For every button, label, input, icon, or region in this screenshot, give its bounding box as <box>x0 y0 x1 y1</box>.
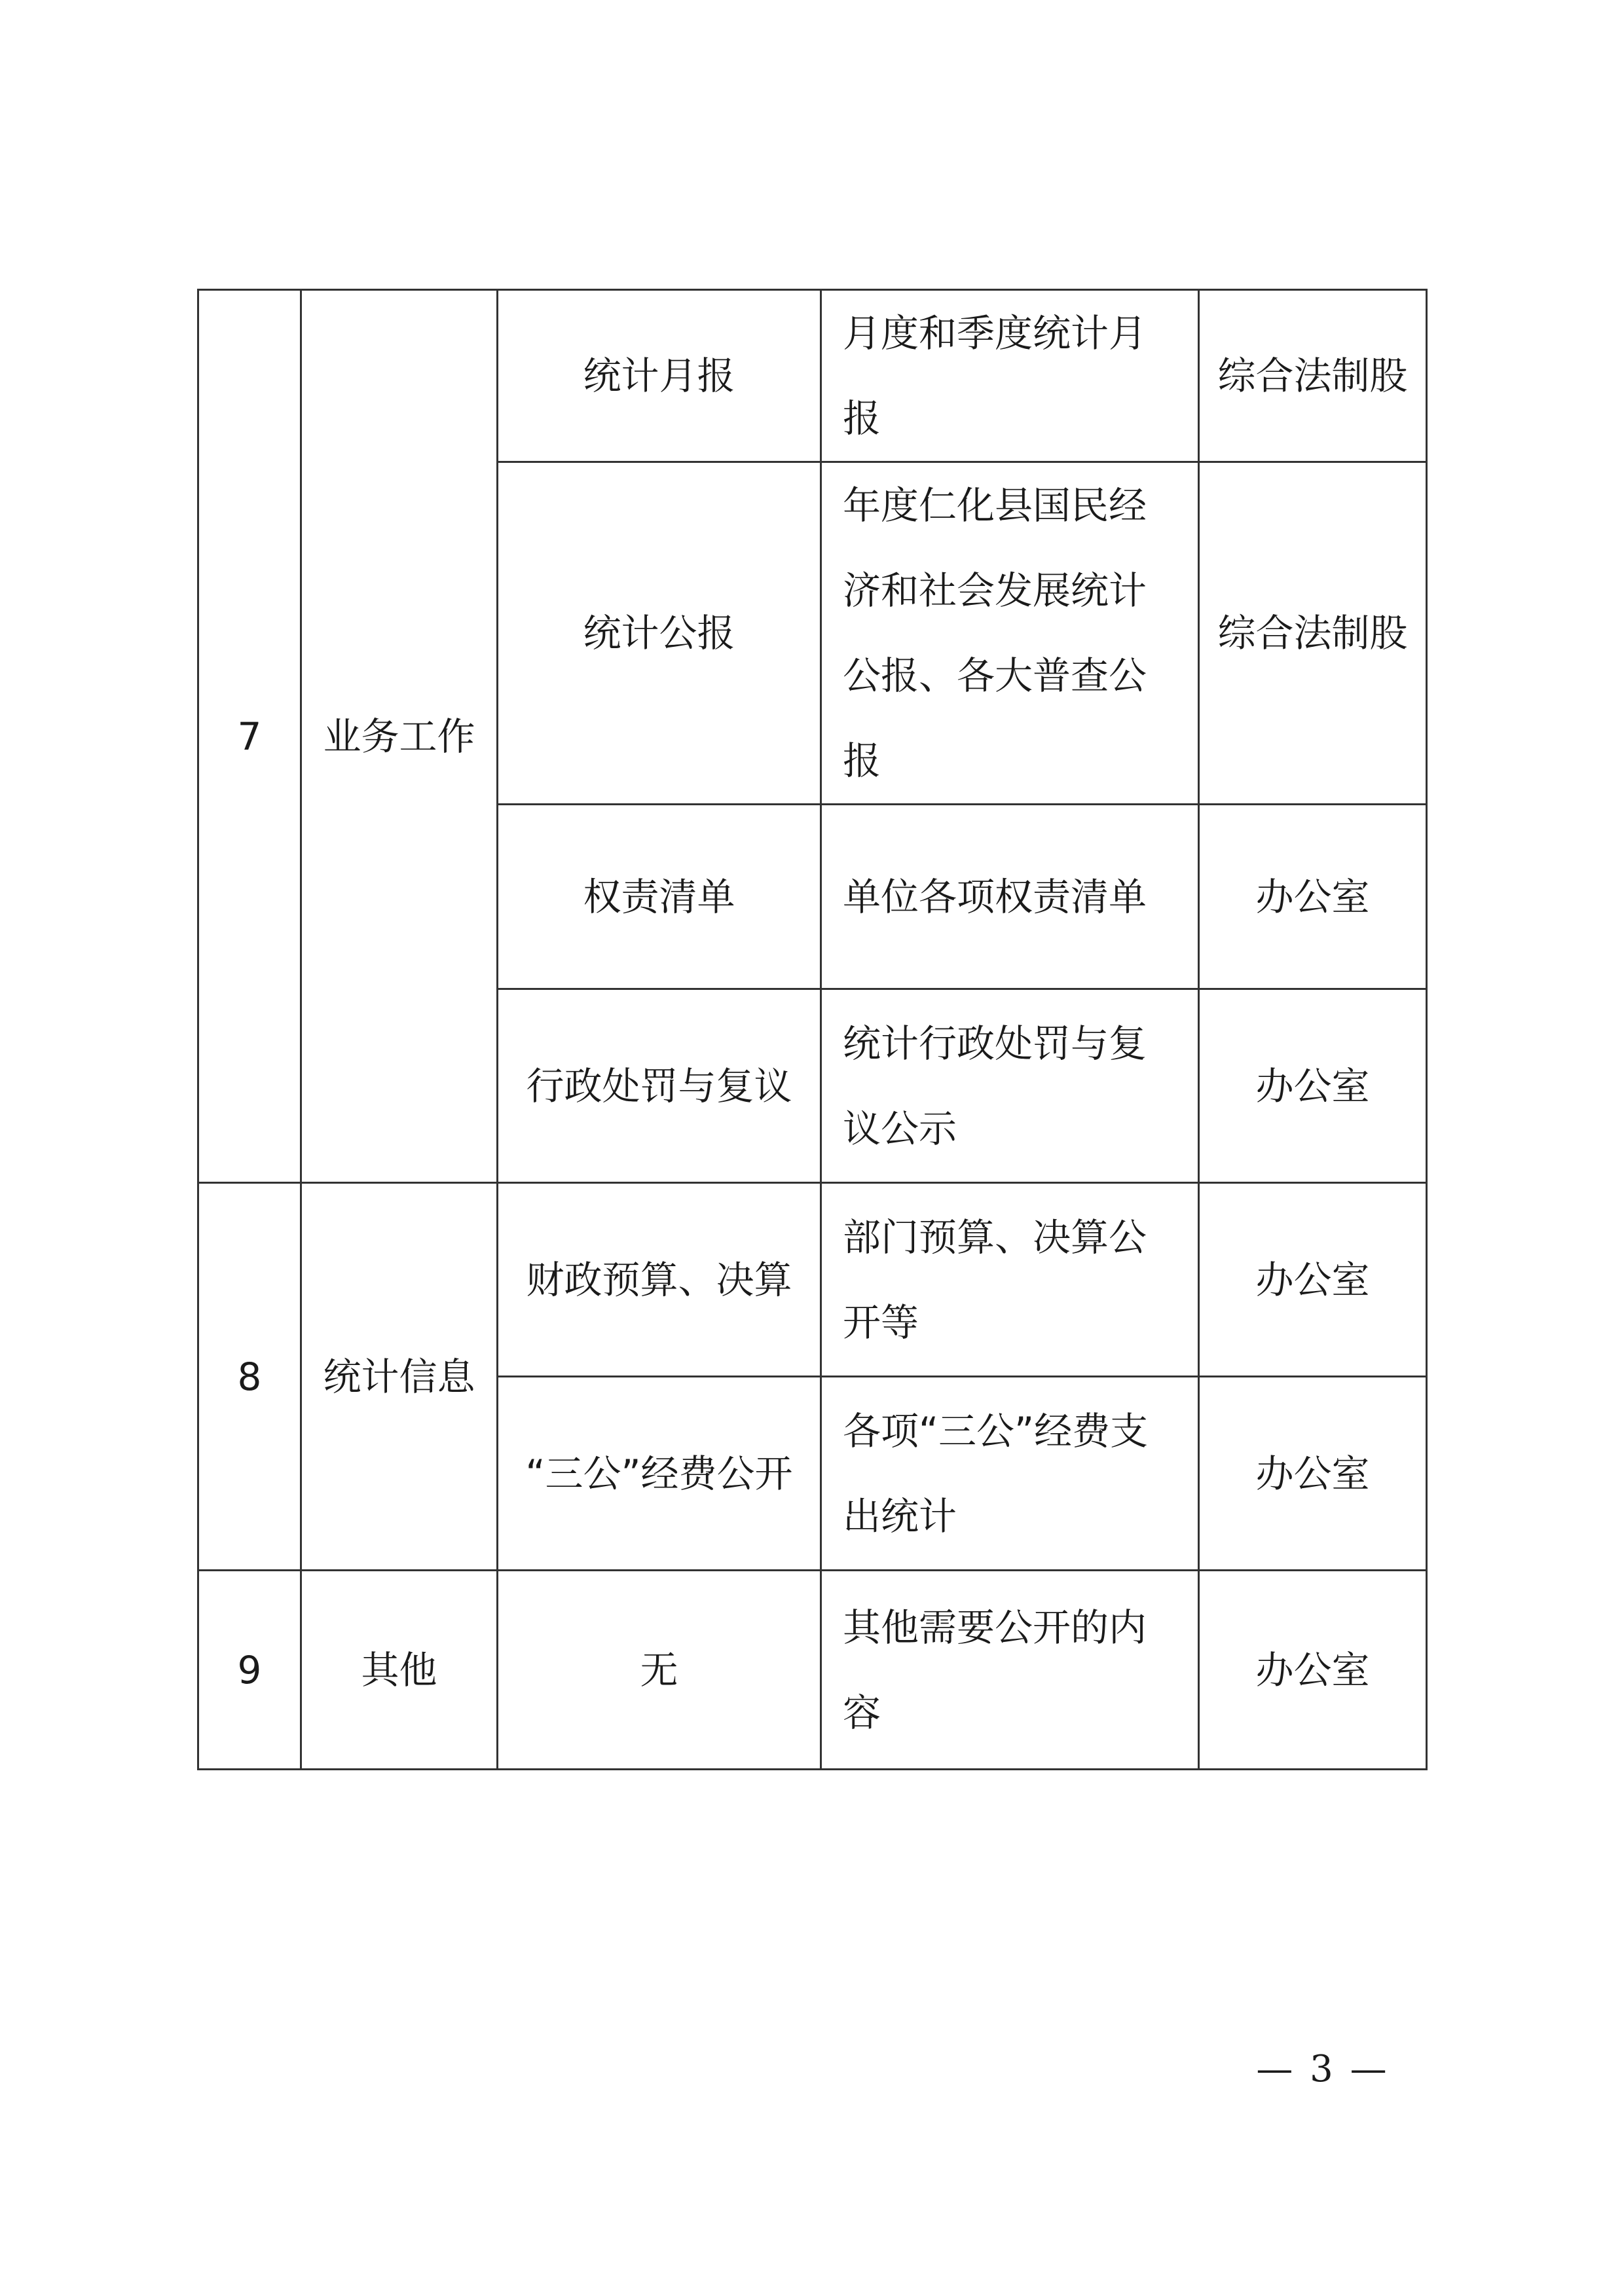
item-content: 其他需要公开的内容 <box>821 1571 1199 1770</box>
disclosure-table <box>197 289 1428 1770</box>
table-row <box>198 1571 1427 1770</box>
item-name: 财政预算、决算 <box>498 1183 821 1377</box>
item-name: “三公”经费公开 <box>498 1377 821 1571</box>
item-department: 办公室 <box>1199 1377 1427 1571</box>
row-number: 9 <box>198 1571 301 1770</box>
item-name: 统计月报 <box>498 290 821 462</box>
item-department: 综合法制股 <box>1199 290 1427 462</box>
row-category: 业务工作 <box>301 290 498 1183</box>
item-content: 月度和季度统计月报 <box>821 290 1199 462</box>
item-name: 无 <box>498 1571 821 1770</box>
item-content: 单位各项权责清单 <box>821 805 1199 989</box>
item-department: 办公室 <box>1199 1183 1427 1377</box>
item-department: 综合法制股 <box>1199 462 1427 805</box>
row-category: 统计信息 <box>301 1183 498 1571</box>
item-name: 统计公报 <box>498 462 821 805</box>
item-content: 部门预算、决算公开等 <box>821 1183 1199 1377</box>
item-name: 权责清单 <box>498 805 821 989</box>
item-content: 各项“三公”经费支出统计 <box>821 1377 1199 1571</box>
row-category: 其他 <box>301 1571 498 1770</box>
page-number: — 3 — <box>1256 2048 1390 2090</box>
table-row <box>198 290 1427 462</box>
item-content: 统计行政处罚与复议公示 <box>821 989 1199 1183</box>
item-name: 行政处罚与复议 <box>498 989 821 1183</box>
item-department: 办公室 <box>1199 989 1427 1183</box>
item-department: 办公室 <box>1199 805 1427 989</box>
row-number: 7 <box>198 290 301 1183</box>
item-department: 办公室 <box>1199 1571 1427 1770</box>
item-content: 年度仁化县国民经济和社会发展统计公报、各大普查公报 <box>821 462 1199 805</box>
table-row <box>198 1183 1427 1377</box>
row-number: 8 <box>198 1183 301 1571</box>
